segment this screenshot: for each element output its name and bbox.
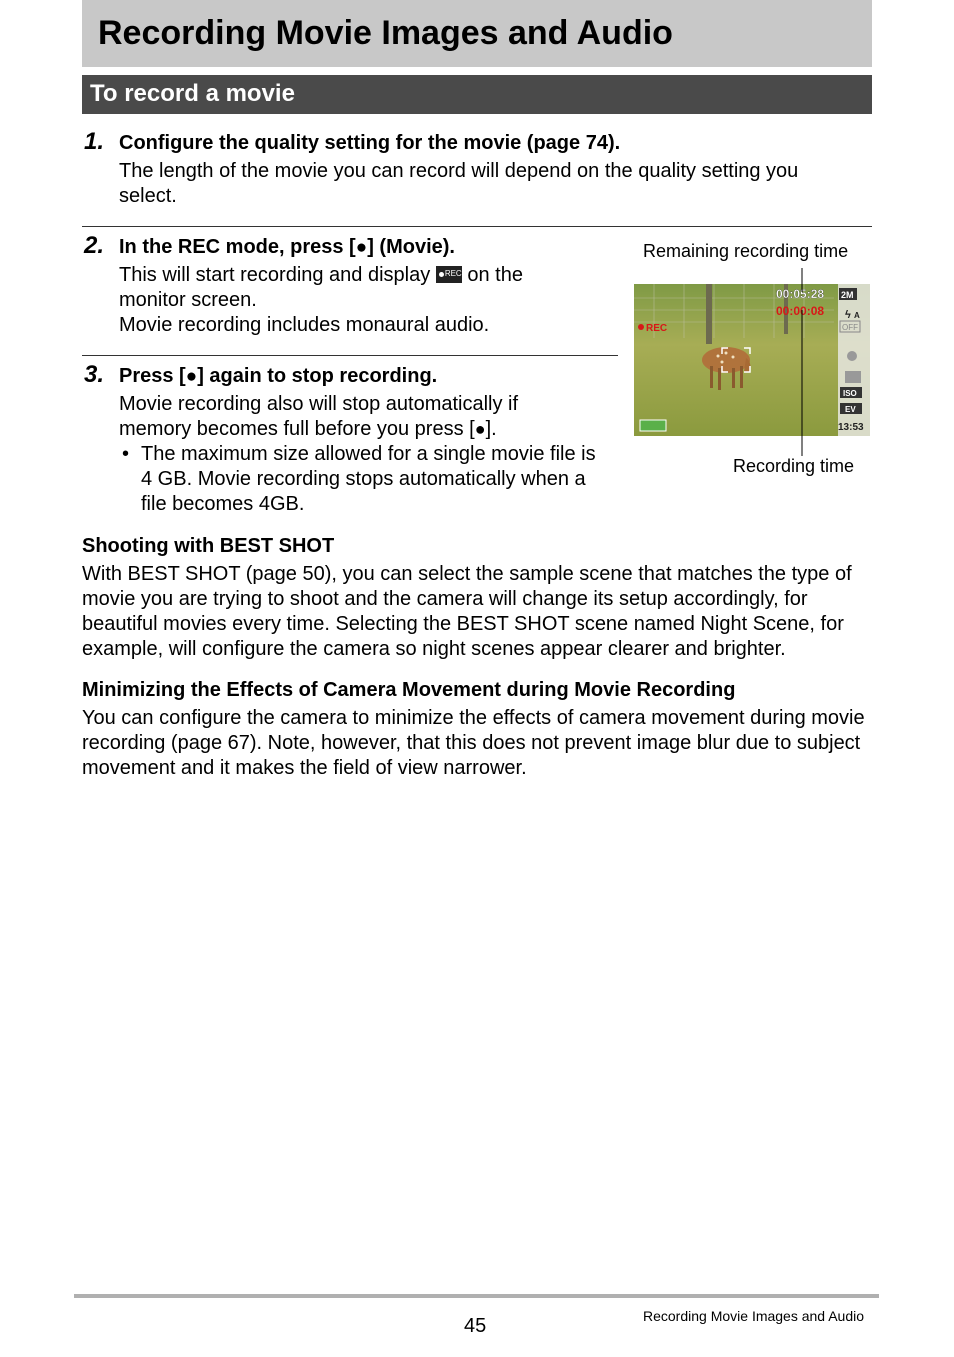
- iso-text: ISO: [843, 389, 857, 398]
- mode-icon: [845, 371, 861, 383]
- divider-1: [82, 226, 872, 227]
- rec-dot-icon: [638, 324, 644, 330]
- section-title: To record a movie: [90, 80, 295, 107]
- step-3-title: [119, 364, 437, 389]
- flash-icon: ϟ: [845, 309, 851, 321]
- rec-indicator-icon: [436, 266, 462, 283]
- step-3-title-b: ] again to stop recording.: [197, 365, 438, 387]
- best-shot-heading: Shooting with BEST SHOT: [82, 535, 335, 557]
- battery-icon: [640, 420, 666, 431]
- size-text: 2M: [841, 290, 854, 300]
- step-2-title-b: ] (Movie).: [367, 236, 455, 258]
- monitor-scene: [634, 284, 870, 436]
- camera-monitor-figure: [634, 258, 874, 458]
- rec-label: REC: [646, 323, 668, 334]
- divider-2: [82, 355, 618, 356]
- title-bar: [82, 0, 872, 67]
- page-title: Recording Movie Images and Audio: [98, 14, 673, 52]
- step-3-body-a: Movie recording also will stop automatically if memory becomes full before you press [: [119, 393, 519, 440]
- best-shot-body: With BEST SHOT (page 50), you can select the sample scene that matches the type of movie you are trying to shoot and the camera will change its setup accordingly, for beautiful movies every time. Selecting the BEST SHOT scene named Night Scene, for example, will configure the camera so night scenes appear clearer and brighter.: [82, 563, 852, 660]
- off-text: OFF: [842, 323, 858, 332]
- elapsed-time-readout: 00:00:08: [776, 304, 825, 318]
- stabilize-body: You can configure the camera to minimize the effects of camera movement during movie recording (page 67). Note, however, that this does not prevent image blur due to subject movement and it makes the field of view narrower.: [82, 707, 865, 779]
- flash-mode-text: A: [854, 311, 860, 320]
- step-2-number: 2.: [84, 232, 105, 259]
- footer-rule: [74, 1294, 879, 1298]
- step-1-body: The length of the movie you can record will depend on the quality setting you select.: [119, 160, 799, 207]
- section-bar: [82, 75, 872, 114]
- footer-title: Recording Movie Images and Audio: [643, 1308, 865, 1324]
- step-3-body: [119, 392, 569, 442]
- step-2-line-1: [119, 263, 579, 313]
- step-2-title: [119, 235, 455, 260]
- bullet-marker: •: [122, 443, 130, 465]
- ev-text: EV: [845, 405, 856, 414]
- step-3-bullet: The maximum size allowed for a single movie file is 4 GB. Movie recording stops automatically when a file becomes 4GB.: [141, 443, 596, 515]
- remaining-time-readout: 00:05:28: [776, 287, 825, 301]
- tree-trunk: [706, 284, 712, 344]
- clock-text: 13:53: [838, 422, 864, 433]
- step-2-title-a: In the REC mode, press [: [119, 236, 356, 258]
- stabilize-heading: Minimizing the Effects of Camera Movement during Movie Recording: [82, 679, 736, 701]
- caption-remaining-time: Remaining recording time: [643, 241, 849, 261]
- step-2-line-1-b: on the monitor screen.: [119, 264, 523, 311]
- step-1-number: 1.: [84, 128, 105, 155]
- step-3-number: 3.: [84, 361, 105, 388]
- shutter-icon: ●: [355, 237, 368, 258]
- page-number: 45: [464, 1315, 487, 1337]
- step-1-title: Configure the quality setting for the movie (page 74).: [119, 132, 621, 154]
- step-2-line-2: Movie recording includes monaural audio.: [119, 314, 490, 336]
- caption-recording-time: Recording time: [733, 456, 855, 476]
- shutter-icon: ●: [474, 419, 486, 439]
- shutter-icon: ●: [185, 366, 198, 387]
- step-3-title-a: Press [: [119, 365, 186, 387]
- step-3-body-b: ].: [485, 418, 497, 440]
- face-detect-icon: [847, 351, 857, 361]
- step-2-line-1-a: This will start recording and display: [119, 264, 431, 286]
